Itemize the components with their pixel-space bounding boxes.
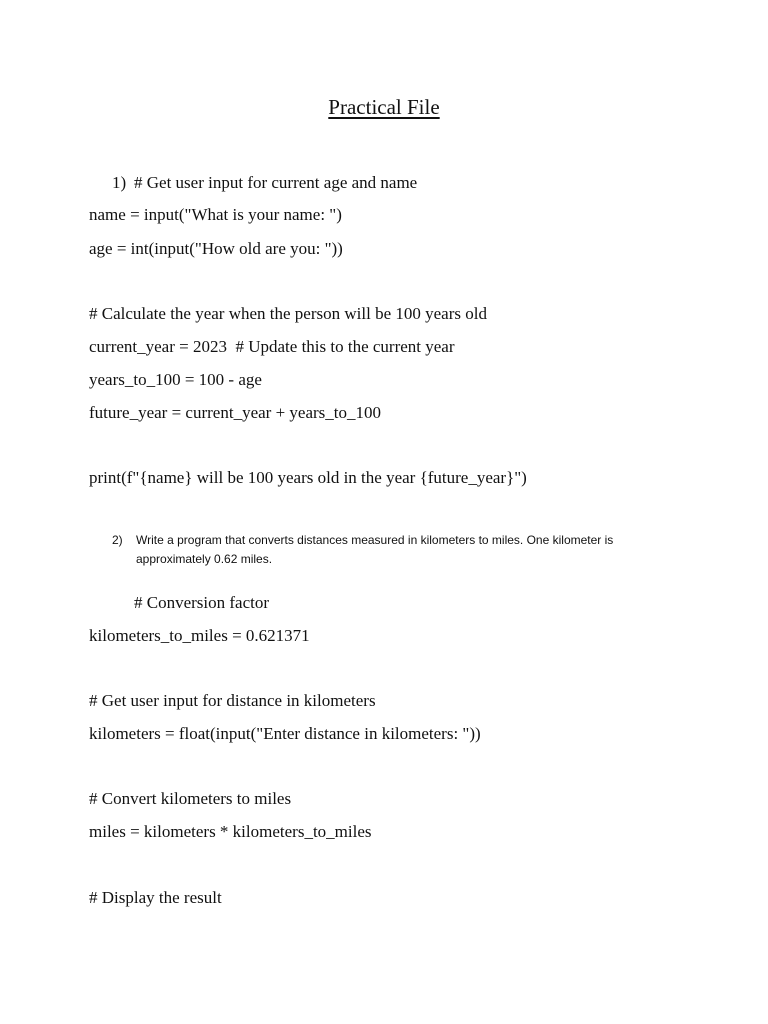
question-1-number: 1)	[112, 173, 127, 192]
page-title: Practical File	[328, 95, 440, 119]
code-line: # Calculate the year when the person will be 100 years old	[89, 304, 487, 323]
code-line: print(f"{name} will be 100 years old in the year {future_year}")	[89, 468, 527, 487]
code-line: years_to_100 = 100 - age	[89, 370, 262, 389]
question-2-prompt-line-1: Write a program that converts distances measured in kilometers to miles. One kilometer is	[136, 533, 614, 547]
question-2-prompt-line-2: approximately 0.62 miles.	[136, 552, 273, 566]
code-line: age = int(input("How old are you: "))	[89, 239, 343, 258]
code-line: # Display the result	[89, 888, 222, 907]
code-line: # Conversion factor	[134, 593, 270, 612]
code-line: # Get user input for current age and name	[134, 173, 418, 192]
code-line: kilometers = float(input("Enter distance in kilometers: "))	[89, 724, 481, 743]
question-2-number: 2)	[112, 533, 123, 547]
code-line: kilometers_to_miles = 0.621371	[89, 626, 310, 645]
code-line: # Get user input for distance in kilometers	[89, 691, 376, 710]
code-line: miles = kilometers * kilometers_to_miles	[89, 822, 372, 841]
code-line: future_year = current_year + years_to_100	[89, 403, 381, 422]
code-line: # Convert kilometers to miles	[89, 789, 292, 808]
code-line: current_year = 2023 # Update this to the current year	[89, 337, 455, 356]
code-line: name = input("What is your name: ")	[89, 205, 342, 224]
